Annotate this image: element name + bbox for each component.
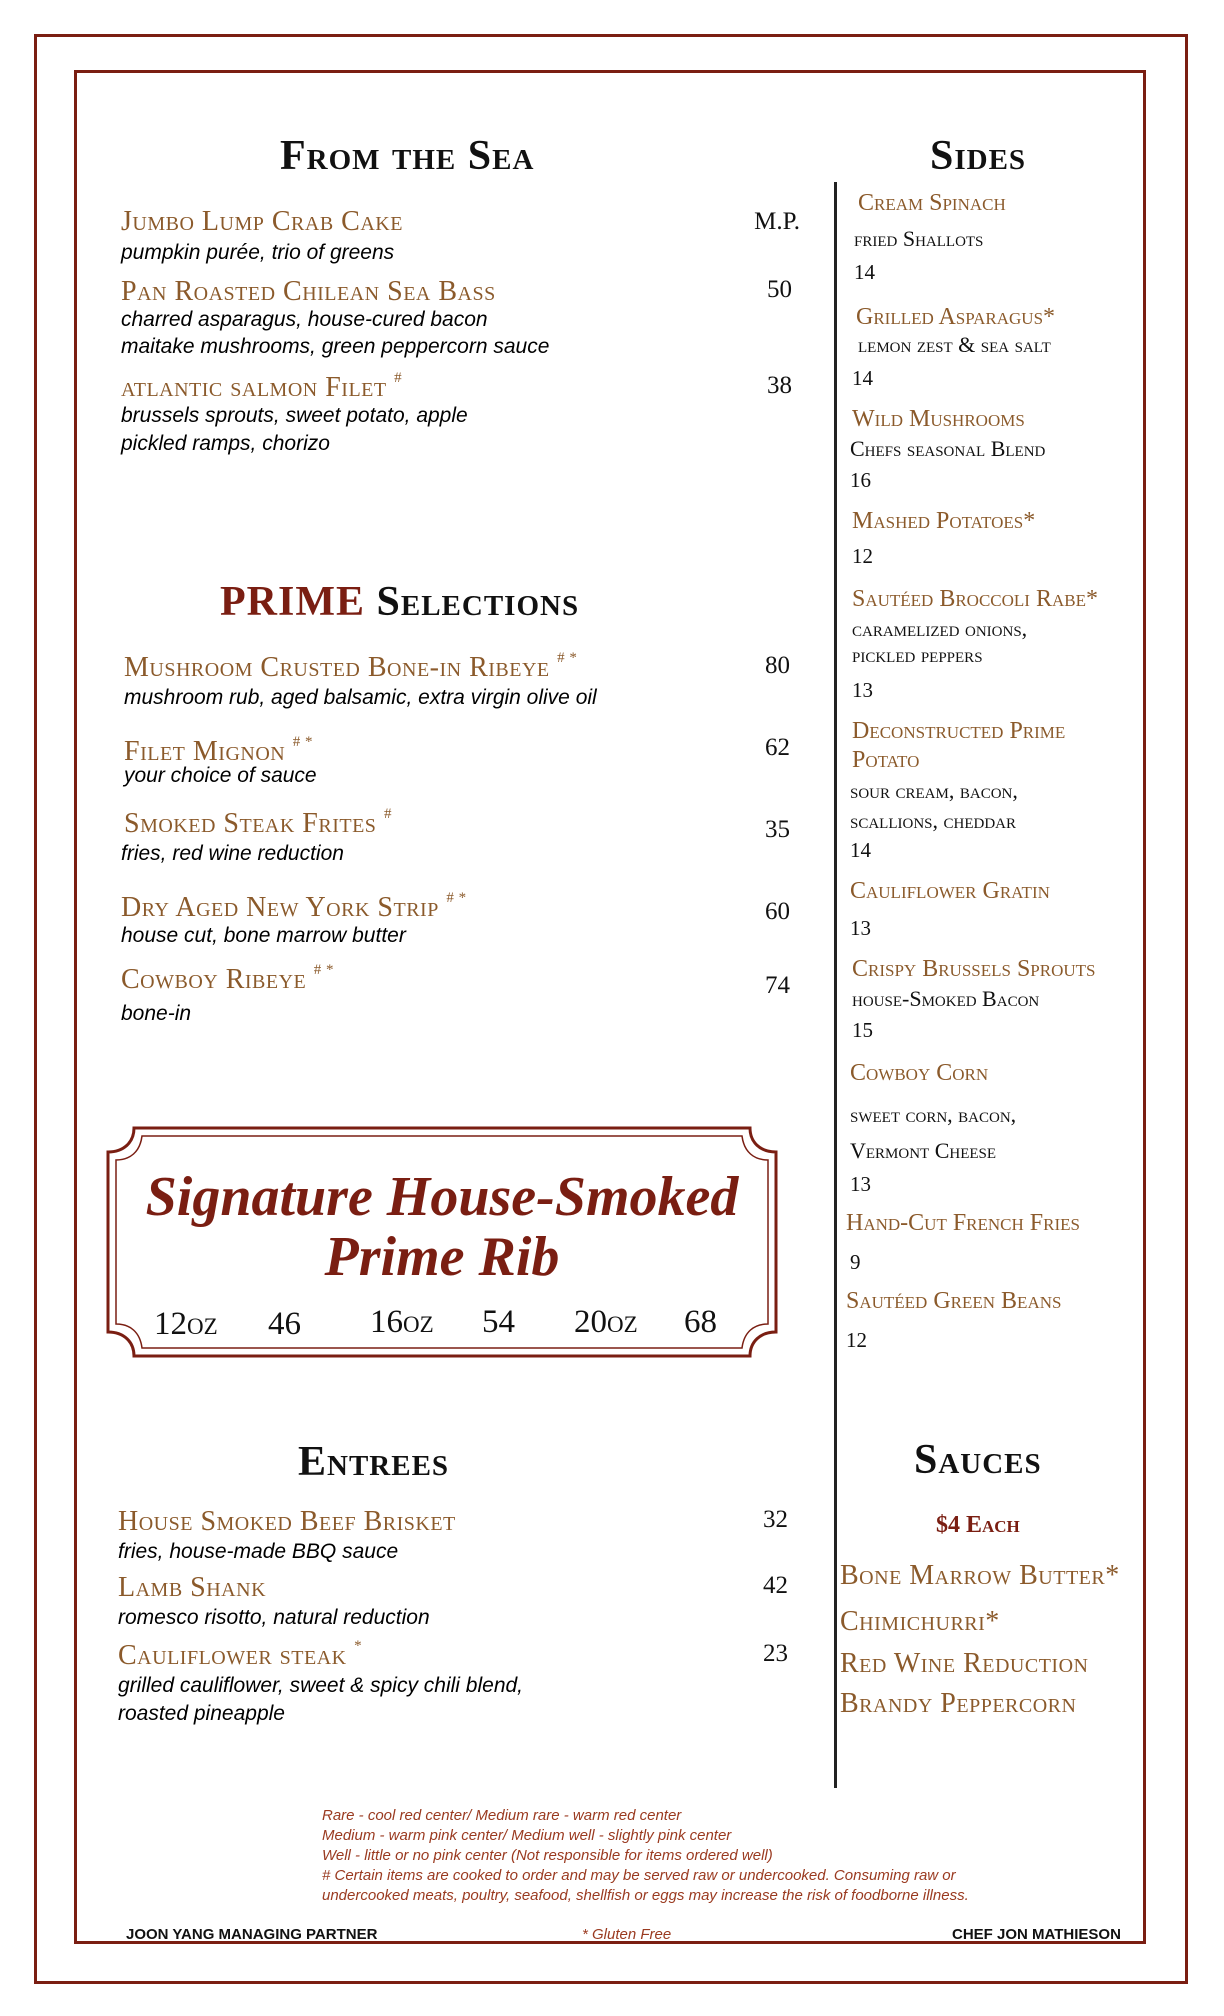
menu-item-desc: bone-in [121, 1002, 192, 1025]
menu-item-desc: brussels sprouts, sweet potato, apple [121, 404, 468, 427]
side-name: Sautéed Green Beans [846, 1288, 1062, 1314]
menu-item-price: 80 [765, 652, 790, 679]
managing-partner: JOON YANG MANAGING PARTNER [126, 1926, 378, 1943]
signature-size: 20oz [574, 1304, 638, 1340]
signature-price: 54 [482, 1304, 515, 1340]
side-desc: Vermont Cheese [850, 1138, 997, 1163]
side-name: Cream Spinach [858, 190, 1006, 216]
side-price: 13 [852, 678, 873, 702]
side-price: 13 [850, 916, 871, 940]
side-desc: caramelized onions, [852, 616, 1028, 641]
signature-size: 16oz [370, 1304, 434, 1340]
menu-item-price: M.P. [754, 208, 800, 235]
menu-item-price: 74 [765, 972, 790, 999]
side-desc: pickled peppers [852, 642, 983, 667]
section-heading-sea: From the Sea [280, 133, 535, 179]
side-price: 16 [850, 468, 871, 492]
menu-item-price: 38 [767, 372, 792, 399]
doneness-note: Medium - warm pink center/ Medium well - slightly pink center [322, 1827, 732, 1844]
menu-item-desc: pumpkin purée, trio of greens [121, 241, 395, 264]
menu-item-desc: fries, house-made BBQ sauce [118, 1540, 399, 1563]
doneness-note: Well - little or no pink center (Not responsible for items ordered well) [322, 1847, 773, 1864]
column-divider [834, 182, 837, 1788]
menu-item-desc: grilled cauliflower, sweet & spicy chili blend, [118, 1674, 524, 1697]
side-name: Sautéed Broccoli Rabe* [852, 586, 1098, 612]
section-heading-prime: PRIME Selections [220, 579, 580, 625]
sauce-item: Bone Marrow Butter* [840, 1560, 1120, 1591]
side-name: Cowboy Corn [850, 1060, 989, 1086]
menu-item-name: Mushroom Crusted Bone-in Ribeye # * [124, 650, 578, 683]
menu-item-name: Smoked Steak Frites # [124, 806, 392, 839]
gluten-free-note: * Gluten Free [582, 1926, 672, 1943]
menu-item-desc: house cut, bone marrow butter [121, 924, 406, 947]
menu-item-name: atlantic salmon Filet # [121, 370, 403, 403]
side-price: 12 [852, 544, 873, 568]
menu-item-desc: roasted pineapple [118, 1702, 285, 1725]
menu-item-price: 32 [763, 1506, 788, 1533]
side-desc: house-Smoked Bacon [852, 986, 1040, 1011]
side-desc: lemon zest & sea salt [858, 332, 1051, 357]
menu-item-price: 35 [765, 816, 790, 843]
side-name: Cauliflower Gratin [850, 878, 1050, 904]
sauce-item: Red Wine Reduction [840, 1648, 1089, 1679]
menu-item-desc: romesco risotto, natural reduction [118, 1606, 430, 1629]
menu-item-name: Lamb Shank [118, 1572, 267, 1603]
side-price: 9 [850, 1250, 861, 1274]
section-heading-sides: Sides [930, 133, 1027, 179]
menu-item-name: Filet Mignon # * [124, 734, 313, 767]
menu-item-desc: pickled ramps, chorizo [121, 432, 330, 455]
consumer-advisory: # Certain items are cooked to order and may be served raw or undercooked. Consuming raw or [322, 1867, 956, 1884]
side-desc: sour cream, bacon, [850, 778, 1018, 803]
section-heading-entrees: Entrees [298, 1439, 450, 1485]
signature-prime-rib-box [104, 1124, 780, 1360]
menu-item-name: Pan Roasted Chilean Sea Bass [121, 276, 496, 307]
signature-price: 46 [268, 1306, 301, 1342]
chef-name: CHEF JON MATHIESON [952, 1926, 1121, 1943]
menu-item-desc: fries, red wine reduction [121, 842, 344, 865]
menu-item-desc: mushroom rub, aged balsamic, extra virgin olive oil [124, 686, 597, 709]
side-price: 15 [852, 1018, 873, 1042]
side-name: Deconstructed Prime [852, 718, 1066, 744]
side-desc: Chefs seasonal Blend [850, 436, 1046, 461]
menu-item-price: 62 [765, 734, 790, 761]
side-name: Grilled Asparagus* [856, 304, 1056, 330]
doneness-note: Rare - cool red center/ Medium rare - warm red center [322, 1807, 682, 1824]
sauce-item: Brandy Peppercorn [840, 1688, 1077, 1719]
menu-item-price: 50 [767, 276, 792, 303]
side-name: Potato [852, 747, 920, 773]
side-price: 14 [852, 366, 873, 390]
sauce-price: $4 Each [936, 1512, 1020, 1538]
consumer-advisory: undercooked meats, poultry, seafood, shellfish or eggs may increase the risk of foodborne illness. [322, 1887, 969, 1904]
side-desc: scallions, cheddar [850, 808, 1017, 833]
menu-item-name: Dry Aged New York Strip # * [121, 890, 467, 923]
side-name: Hand-Cut French Fries [846, 1210, 1080, 1236]
side-price: 12 [846, 1328, 867, 1352]
menu-item-desc: maitake mushrooms, green peppercorn sauce [121, 335, 550, 358]
menu-item-price: 23 [763, 1640, 788, 1667]
menu-item-name: Cowboy Ribeye # * [121, 962, 335, 995]
menu-item-name: House Smoked Beef Brisket [118, 1506, 456, 1537]
section-heading-sauces: Sauces [914, 1437, 1042, 1483]
menu-item-desc: your choice of sauce [124, 764, 317, 787]
menu-item-price: 60 [765, 898, 790, 925]
menu-item-name: Jumbo Lump Crab Cake [121, 206, 403, 237]
side-name: Crispy Brussels Sprouts [852, 956, 1096, 982]
side-desc: fried Shallots [854, 226, 984, 251]
signature-price: 68 [684, 1304, 717, 1340]
side-price: 13 [850, 1172, 871, 1196]
menu-item-name: Cauliflower steak * [118, 1638, 363, 1671]
menu-item-desc: charred asparagus, house-cured bacon [121, 308, 488, 331]
side-name: Wild Mushrooms [852, 406, 1025, 432]
side-desc: sweet corn, bacon, [850, 1102, 1017, 1127]
side-name: Mashed Potatoes* [852, 508, 1036, 534]
signature-title-line1: Signature House-Smoked [145, 1166, 739, 1228]
side-price: 14 [854, 260, 875, 284]
signature-size: 12oz [154, 1306, 218, 1342]
signature-title-line2: Prime Rib [324, 1226, 560, 1288]
sauce-item: Chimichurri* [840, 1606, 1000, 1637]
menu-item-price: 42 [763, 1572, 788, 1599]
side-price: 14 [850, 838, 871, 862]
